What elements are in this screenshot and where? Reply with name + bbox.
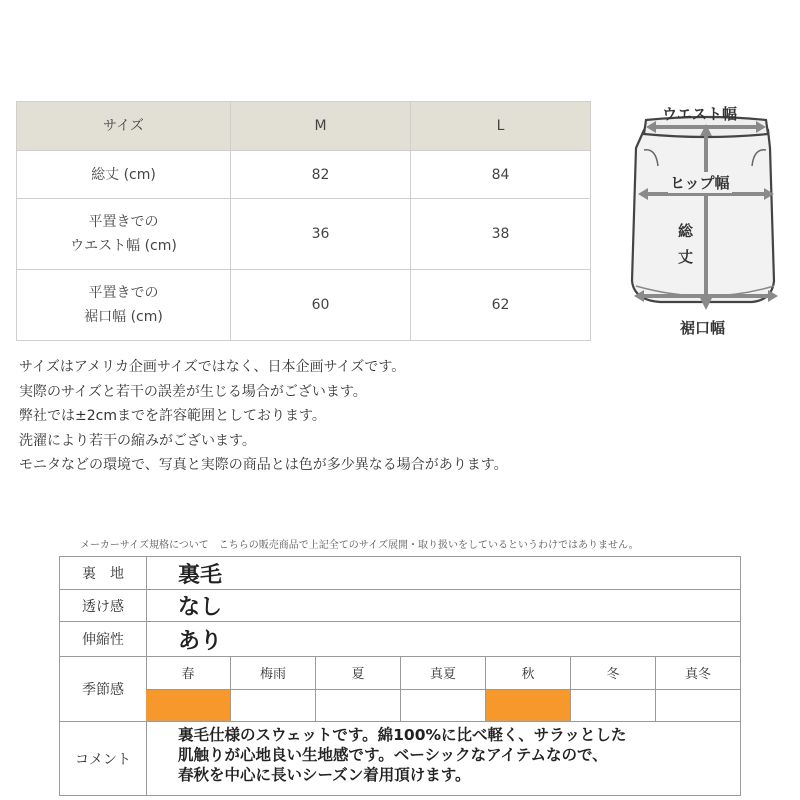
maker-size-note: メーカーサイズ規格について こちらの販売商品で上記全てのサイズ展開・取り扱いをしているというわけではありません。: [80, 540, 639, 551]
note-line: 弊社では±2cmまでを許容範囲としております。: [19, 408, 326, 424]
size-notes: [19, 355, 508, 478]
note-line: 洗濯により若干の縮みがございます。: [19, 432, 256, 449]
value-l: 38: [411, 199, 591, 270]
season-name: 春: [146, 657, 231, 689]
note-line: サイズはアメリカ企画サイズではなく、日本企画サイズです。: [19, 359, 406, 375]
season-mark-empty: [316, 690, 401, 722]
stretch-value: あり: [178, 628, 223, 654]
value-l: 62: [411, 270, 591, 341]
hip-label: ヒップ幅: [670, 174, 730, 192]
season-label: 季節感: [60, 657, 147, 721]
size-table-header: [17, 102, 591, 151]
row-label: 平置きでの ウエスト幅 (cm): [17, 199, 231, 270]
season-mark-empty: [571, 690, 656, 722]
table-row: [17, 151, 591, 199]
value-m: 60: [231, 270, 411, 341]
header-size: サイズ: [17, 102, 231, 151]
table-row: [17, 199, 591, 270]
spec-row-sheer: [60, 590, 740, 622]
hem-label: 裾口幅: [680, 319, 726, 337]
season-name: 秋: [486, 657, 571, 689]
season-mark-active: [486, 690, 571, 722]
season-name: 冬: [571, 657, 656, 689]
skirt-measurement-diagram: [612, 96, 800, 346]
skirt-outline: [632, 130, 774, 302]
lining-label: 裏 地: [60, 557, 147, 589]
comment-line: 裏毛仕様のスウェットです。綿100%に比べ軽く、サラッとした: [178, 726, 627, 744]
comment-label: コメント: [60, 722, 147, 795]
comment-line: 肌触りが心地良い生地感です。ベーシックなアイテムなので、: [178, 746, 608, 764]
skirt-illustration: [612, 96, 800, 346]
length-label-1: 総: [678, 222, 694, 240]
season-names-row: [146, 657, 740, 690]
lining-value: 裏毛: [178, 562, 223, 588]
header-l: L: [411, 102, 591, 151]
season-grid: [146, 657, 740, 721]
comment-text: [178, 725, 626, 785]
spec-row-comment: [60, 722, 740, 795]
spec-row-stretch: [60, 622, 740, 657]
stretch-label: 伸縮性: [60, 622, 147, 656]
value-m: 36: [231, 199, 411, 270]
size-table: [16, 101, 591, 341]
sheer-label: 透け感: [60, 590, 147, 621]
season-marks-row: [146, 690, 740, 722]
value-l: 84: [411, 151, 591, 199]
season-name: 夏: [316, 657, 401, 689]
sheer-value: なし: [178, 595, 223, 620]
season-name: 真夏: [401, 657, 486, 689]
spec-row-season: [60, 657, 740, 722]
season-mark-empty: [656, 690, 740, 722]
row-label: 平置きでの 裾口幅 (cm): [17, 270, 231, 341]
spec-table: [59, 556, 741, 796]
season-name: 真冬: [684, 667, 711, 683]
value-m: 82: [231, 151, 411, 199]
row-label: 総丈 (cm): [17, 151, 231, 199]
comment-line: 春秋を中心に長いシーズン着用頂けます。: [178, 766, 471, 784]
note-line: 実際のサイズと若干の誤差が生じる場合がございます。: [19, 383, 367, 400]
season-mark-empty: [401, 690, 486, 722]
season-name: 梅雨: [231, 657, 316, 689]
season-mark-empty: [231, 690, 316, 722]
season-mark-active: [146, 690, 231, 722]
spec-row-lining: [60, 557, 740, 590]
waist-label: ウエスト幅: [662, 105, 738, 123]
header-m: M: [231, 102, 411, 151]
watermark-box: [628, 380, 800, 446]
note-line: モニタなどの環境で、写真と実際の商品とは色が多少異なる場合があります。: [19, 457, 508, 473]
table-row: [17, 270, 591, 341]
length-label-2: 丈: [678, 248, 694, 266]
